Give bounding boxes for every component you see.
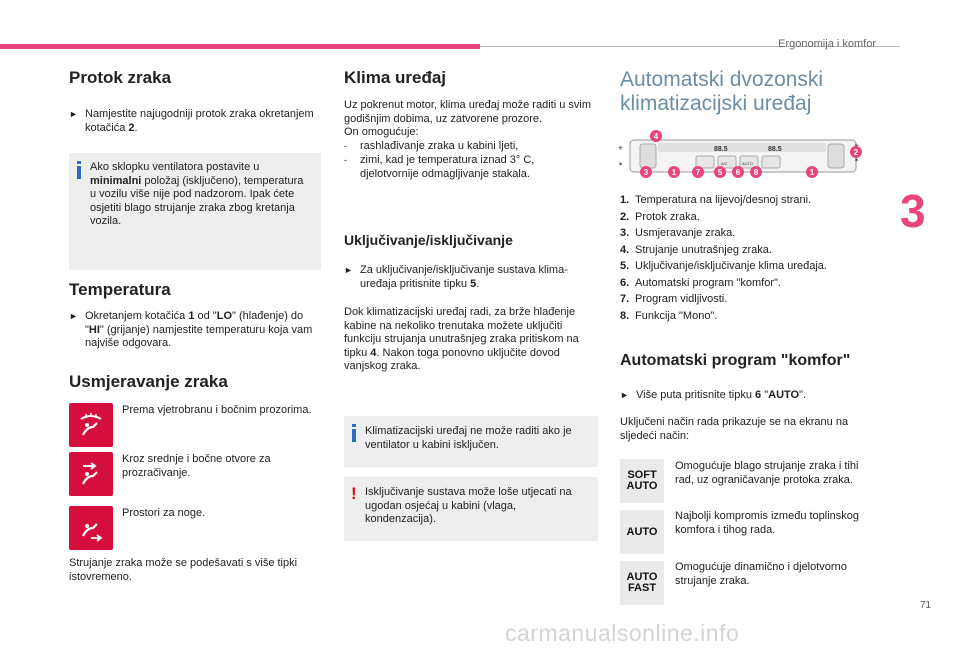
protok-info-box [69, 153, 321, 270]
screen-right-temp: 88.5 [768, 146, 782, 153]
btn-auto-label: AUTO [742, 161, 754, 166]
callout-8: 8 [753, 168, 759, 177]
header-accent-bar [0, 44, 480, 49]
svg-text:✳: ✳ [618, 146, 624, 152]
screen-left-temp: 88.5 [714, 146, 728, 153]
info-icon [77, 161, 82, 179]
heading-klima: Klima uređaj [344, 68, 447, 87]
chapter-number: 3 [900, 185, 926, 237]
legend-item: 2. Protok zraka. [620, 210, 700, 223]
legend-item: 6. Automatski program "komfor". [620, 276, 781, 289]
komfor-paragraph: Uključeni način rada prikazuje se na ekranu na sljedeći način: [620, 416, 849, 442]
klima-list-item-1: - rashlađivanje zraka u kabini ljeti, [344, 140, 519, 152]
arrow-icon: ► [69, 311, 78, 321]
callout-6: 6 [735, 168, 741, 177]
panel-legend [620, 192, 880, 324]
ukljuc-info-text: Klimatizacijski uređaj ne može raditi ako je ventilator u kabini isključen. [365, 425, 572, 451]
komfor-instruction: ► Više puta pritisnite tipku 6 "AUTO". [620, 389, 807, 401]
legend-item: 5. Uključivanje/isključivanje klima uređaja. [620, 260, 827, 272]
ukljuc-warning-text: Isključivanje sustava može loše utjecati na ugodan osjećaj u kabini (vlaga, kondenzacija). [365, 486, 572, 525]
air-dir-text-1: Prema vjetrobranu i bočnim prozorima. [122, 404, 312, 416]
temperatura-instruction: ► Okretanjem kotačića 1 od "LO" (hlađenje) do "HI" (grijanje) namjestite temperaturu koja vam najviše odgovara. [69, 310, 313, 349]
auto-text: Najbolji kompromis između toplinskog komfora i tihog rada. [675, 510, 860, 536]
protok-instruction: ► Namjestite najugodniji protok zraka okretanjem kotačića 2. [69, 108, 314, 134]
air-dir-text-2: Kroz srednje i bočne otvore za prozračivanje. [122, 453, 271, 479]
callout-4: 4 [653, 132, 659, 141]
windshield-air-icon [69, 403, 113, 447]
soft-auto-text: Omogućuje blago strujanje zraka i tihi rad, uz ograničavanje protoka zraka. [675, 460, 859, 486]
callout-3: 3 [643, 168, 649, 177]
ukljuc-instruction: ► Za uključivanje/isključivanje sustava klima-uređaja pritisnite tipku 5. [344, 264, 568, 290]
soft-auto-tile: SOFT AUTO [620, 459, 664, 503]
watermark: carmanualsonline.info [505, 620, 740, 646]
protok-info-text: Ako sklopku ventilatora postavite u minimalni položaj (isključeno), temperatura u vozilu više nije pod nadzorom. Ipak ćete osjetiti blago strujanje zraka zbog kretanja vozila. [90, 161, 304, 227]
legend-item: 3. Usmjeravanje zraka. [620, 227, 736, 239]
klima-enables: On omogućuje: [344, 126, 419, 138]
ukljuc-paragraph: Dok klimatizacijski uređaj radi, za brže hlađenje kabine na nekoliko trenutaka možete uključiti funkciju strujanja unutrašnjeg zraka pritiskom na tipku 4. Nakon toga ponovno uključite dovod vanjskog zraka. [344, 306, 579, 372]
warning-icon: ! [351, 484, 357, 503]
callout-2: 2 [853, 148, 859, 157]
auto-fast-text: Omogućuje dinamično i djelotvorno strujanje zraka. [675, 561, 847, 587]
heading-protok: Protok zraka [69, 68, 172, 87]
info-icon [352, 424, 357, 442]
climate-control-panel [618, 128, 866, 184]
arrow-icon: ► [69, 109, 78, 119]
svg-text:✶: ✶ [618, 162, 624, 168]
heading-temperatura: Temperatura [69, 280, 171, 299]
callout-5: 5 [717, 168, 723, 177]
legend-item: 4. Strujanje unutrašnjeg zraka. [620, 243, 772, 256]
svg-text:✶: ✶ [854, 158, 860, 164]
arrow-icon: ► [344, 265, 353, 275]
heading-usmjeravanje: Usmjeravanje zraka [69, 372, 228, 391]
air-dir-text-3: Prostori za noge. [122, 507, 206, 519]
legend-item: 7. Program vidljivosti. [620, 293, 728, 305]
ukljuc-info-box [344, 416, 598, 467]
btn-ac-label: A/C [721, 161, 728, 166]
heading-ukljucivanje: Uključivanje/isključivanje [344, 232, 513, 248]
footwell-air-icon [69, 506, 113, 550]
heading-automatski: Automatski dvozonski klimatizacijski uređaj [620, 68, 824, 115]
page-number: 71 [920, 600, 932, 611]
heading-komfor: Automatski program "komfor" [620, 352, 851, 369]
section-title: Ergonomija i komfor [778, 38, 876, 50]
ukljuc-warning-box [344, 477, 598, 541]
face-vent-air-icon [69, 452, 113, 496]
auto-tile: AUTO [620, 510, 664, 554]
legend-item: 1. Temperatura na lijevoj/desnoj strani. [620, 194, 812, 206]
air-dir-footer: Strujanje zraka može se podešavati s više tipki istovremeno. [69, 557, 298, 583]
auto-fast-tile: AUTO FAST [620, 561, 664, 605]
callout-1-left: 1 [671, 168, 677, 177]
callout-7: 7 [695, 168, 701, 177]
klima-list-item-2: - zimi, kad je temperatura iznad 3° C, djelotvornije odmagljivanje stakala. [344, 154, 535, 180]
klima-intro: Uz pokrenut motor, klima uređaj može raditi u svim godišnjim dobima, uz zatvorene prozore. [344, 99, 591, 125]
arrow-icon: ► [620, 390, 629, 400]
legend-item: 8. Funkcija "Mono". [620, 309, 718, 322]
callout-1-right: 1 [809, 168, 815, 177]
